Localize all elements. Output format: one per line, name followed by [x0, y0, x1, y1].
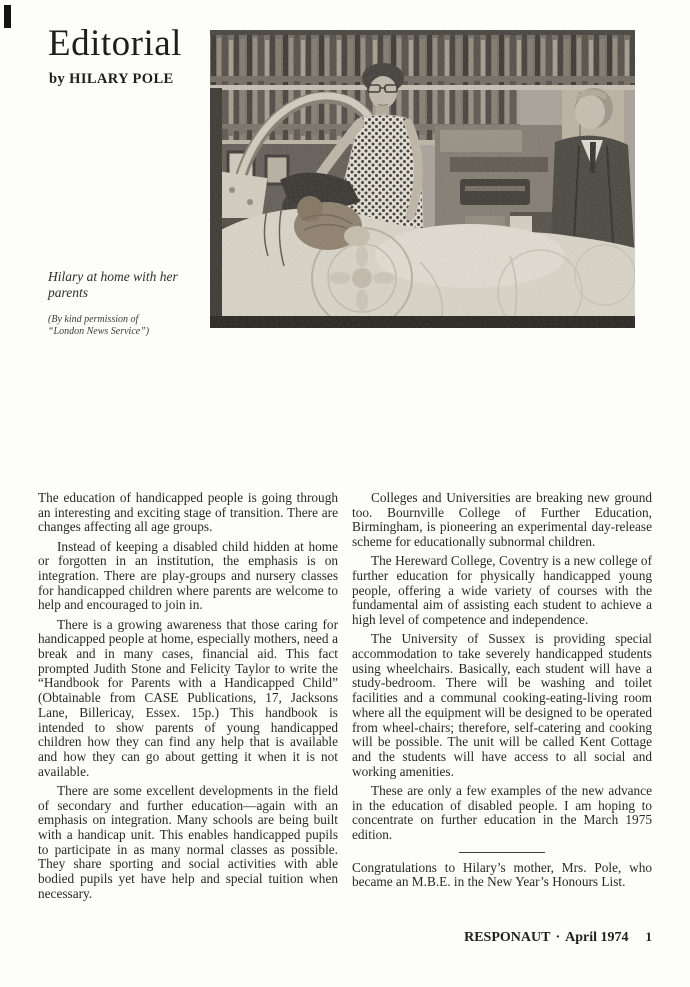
paragraph: Instead of keeping a disabled child hidden at home or forgotten in an institution, the emphasis is on integration. There are play-groups and nursery classes for handicapped children where parents are welcome to help and encouraged to join in. [38, 538, 338, 613]
paragraph: There are some excellent developments in the field of secondary and further education—again with an emphasis on integration. Many schools are being built with a handicap unit. This enables handicapped pupils to participate in as many normal classes as possible. They share sporting and social activities with able bodied pupils yet have help and special tuition when necessary. [38, 782, 338, 901]
photo-caption-line: Hilary at home with her [48, 269, 178, 284]
section-divider [459, 852, 545, 853]
page-footer [464, 929, 652, 946]
print-registration-mark [4, 5, 11, 28]
paragraph: The education of handicapped people is going through an interesting and exciting stage of transition. There are changes affecting all age groups. [38, 490, 338, 535]
article-body [38, 491, 652, 906]
issue-date: April 1974 [565, 930, 629, 945]
editorial-photo [210, 30, 635, 328]
photo-caption-line: parents [48, 285, 88, 300]
footnote-paragraph: Congratulations to Hilary’s mother, Mrs. Pole, who became an M.B.E. in the New Year’s Honours List. [352, 859, 652, 890]
photo-credit-line: (By kind permission of [48, 314, 139, 325]
journal-name: RESPONAUT [464, 930, 551, 945]
paragraph: The Hereward College, Coventry is a new college of further education for physically handicapped young people, offering a wide variety of courses with the fundamental aim of assisting each student to achieve a high level of competence and independence. [352, 553, 652, 628]
page-title: Editorial [48, 23, 182, 64]
footer-separator: · [555, 930, 561, 945]
right-column [352, 491, 652, 906]
paragraph: There is a growing awareness that those caring for handicapped people at home, especially mothers, need a break and in many cases, financial aid. This fact prompted Judith Stone and Felicity Taylor to write the “Handbook for Parents with a Handicapped Child” (Obtainable from CASE Publications, 17, Jacksons Lane, Billericay, Essex. 15p.) This handbook is intended to show parents of young handicapped children how they can find any help that is available and how they can go about getting it when it is not available. [38, 616, 338, 779]
photo-caption [48, 269, 228, 337]
byline: by HILARY POLE [49, 71, 174, 87]
photo-credit-line: “London News Service”) [48, 325, 150, 337]
page-number: 1 [645, 929, 652, 944]
paragraph: These are only a few examples of the new advance in the education of disabled people. I am hoping to concentrate on further education in the March 1975 edition. [352, 782, 652, 842]
photo-credit [48, 314, 228, 337]
left-column [38, 491, 338, 906]
paragraph: The University of Sussex is providing special accommodation to take severely handicapped students using wheelchairs. Basically, each student will have a study-bedroom. There will be washing and toilet facilities and a communal cooking-eating-living room where all the equipment will be designed to be operated from wheel-chairs; therefore, self-catering and cooking will be possible. The unit will be called Kent Cottage and the students will have access to all social and working amenities. [352, 631, 652, 779]
photo-grain-overlay [210, 30, 635, 328]
paragraph: Colleges and Universities are breaking new ground too. Bournville College of Further Education, Birmingham, is pioneering an experimental day-release scheme for educationally subnormal children. [352, 490, 652, 550]
